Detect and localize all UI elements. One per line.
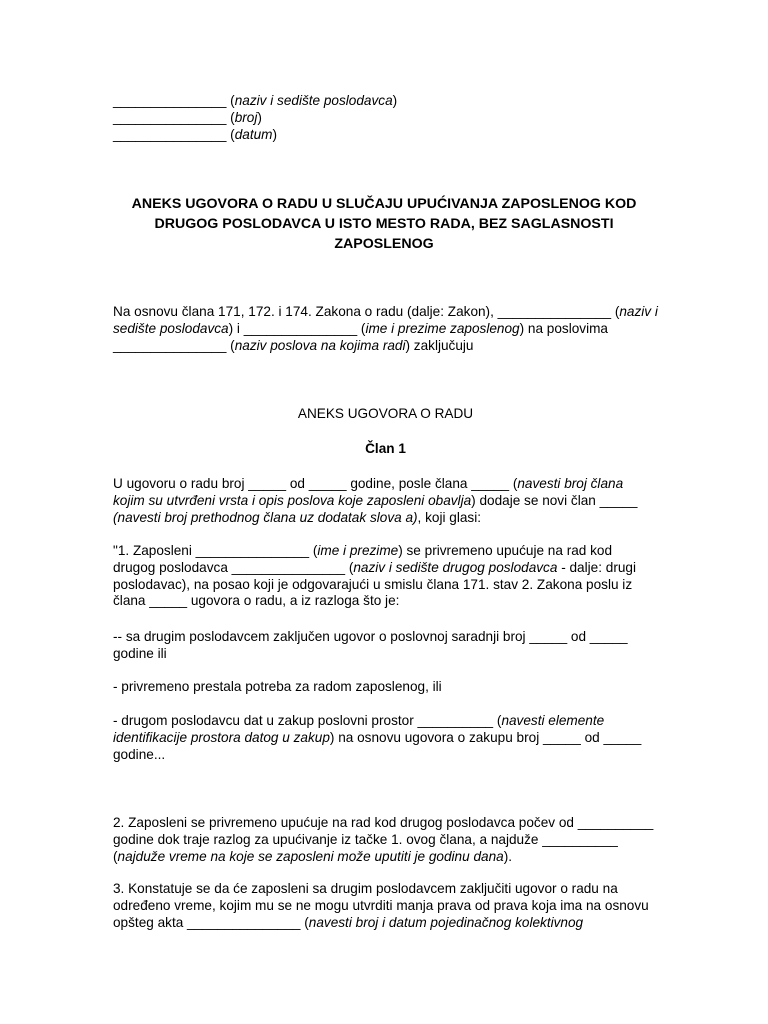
p1-italic-1: navesti broj člana kojim su utvrđeni vrsta i opis poslova koje zaposleni obavlja (113, 476, 624, 508)
p2-italic-2: naziv i sedište drugog poslodavca (353, 559, 558, 575)
title-line-2: DRUGOG POSLODAVCA U ISTO MESTO RADA, BEZ SAGLASNOSTI (154, 216, 614, 232)
p6-text-1: 2. Zaposleni se privremeno upućuje na rad kod drugog poslodavca počev od __________ godine dok traje razlog za upućivanje iz tačke 1. ovog člana, a najduže __________ ( (113, 815, 654, 864)
p5-text-1: - drugom poslodavcu dat u zakup poslovni prostor __________ ( (113, 713, 502, 728)
employer-label: naziv i sedište poslodavca (234, 93, 393, 108)
intro-text-4: ) zaključuju (405, 337, 474, 353)
employer-line: _______________ (naziv i sedište poslodavca) (113, 93, 398, 108)
p1-text-3: , koji glasi: (417, 509, 482, 525)
paragraph-6 (113, 815, 658, 865)
title-line-3: ZAPOSLENOG (334, 236, 434, 252)
p1-italic-2: (navesti broj prethodnog člana uz dodatak slova a) (113, 509, 418, 525)
intro-text-1: Na osnovu člana 171, 172. i 174. Zakona o radu (dalje: Zakon), _______________ ( (113, 304, 620, 319)
p5-text-2: ) na osnovu ugovora o zakupu broj _____ od _____ godine... (113, 729, 642, 762)
employer-blank: _______________ (113, 93, 227, 108)
paragraph-2 (113, 543, 658, 610)
paragraph-3: -- sa drugim poslodavcem zaključen ugovor o poslovnoj saradnji broj _____ od _____ godine ili (113, 629, 628, 661)
intro-paragraph (113, 304, 658, 354)
intro-italic-3: naziv poslova na kojima radi (234, 337, 406, 353)
p2-text-1: "1. Zaposleni _______________ ( (113, 543, 318, 558)
p5-italic-1: navesti elemente identifikacije prostora datog u zakup (113, 713, 605, 745)
p6-text-2: ). (503, 848, 513, 864)
date-line: _______________ (datum) (113, 127, 278, 142)
p6-italic-1: najduže vreme na koje se zaposleni može uputiti je godinu dana (117, 848, 504, 864)
paragraph-5 (113, 713, 658, 763)
intro-text-3: ) na poslovima _______________ ( (113, 320, 608, 353)
p7-text-1: 3. Konstatuje se da će zaposleni sa drugim poslodavcem zaključiti ugovor o radu na određeno vreme, kojim mu se ne mogu utvrditi manja prava od prava koja ima na osnovu opšteg akta _______________ ( (113, 881, 649, 930)
date-label: datum (234, 127, 273, 142)
paragraph-4: - privremeno prestala potreba za radom zaposlenog, ili (113, 679, 442, 694)
date-blank: _______________ (113, 127, 227, 142)
p2-text-3: - dalje: drugi poslodavac), na posao koji je odgovarajući u smislu člana 171. stav 2. Zakona poslu iz člana _____ ugovora o radu, a iz razloga što je: (113, 559, 637, 609)
paragraph-1 (113, 476, 658, 526)
p2-italic-1: ime i prezime (317, 543, 399, 558)
paragraph-7 (113, 881, 658, 931)
number-blank: _______________ (113, 110, 227, 125)
document-title (100, 194, 668, 254)
intro-text-2: ) i _______________ ( (228, 320, 366, 336)
annex-subtitle: ANEKS UGOVORA O RADU (297, 406, 474, 421)
p2-text-2: ) se privremeno upućuje na rad kod drugog poslodavca _______________ ( (113, 543, 613, 575)
p1-text-2: ) dodaje se novi član _____ (471, 492, 638, 508)
intro-italic-1: naziv i sedište poslodavca (113, 304, 658, 336)
p7-italic-1: navesti broj i datum pojedinačnog kolektivnog (308, 914, 584, 930)
number-label: broj (234, 110, 258, 125)
intro-italic-2: ime i prezime zaposlenog (365, 320, 520, 336)
p1-text-1: U ugovoru o radu broj _____ od _____ godine, posle člana _____ ( (113, 476, 518, 491)
number-line: _______________ (broj) (113, 110, 262, 125)
article-heading: Član 1 (365, 441, 406, 456)
title-line-1: ANEKS UGOVORA O RADU U SLUČAJU UPUĆIVANJA ZAPOSLENOG KOD (131, 196, 637, 212)
